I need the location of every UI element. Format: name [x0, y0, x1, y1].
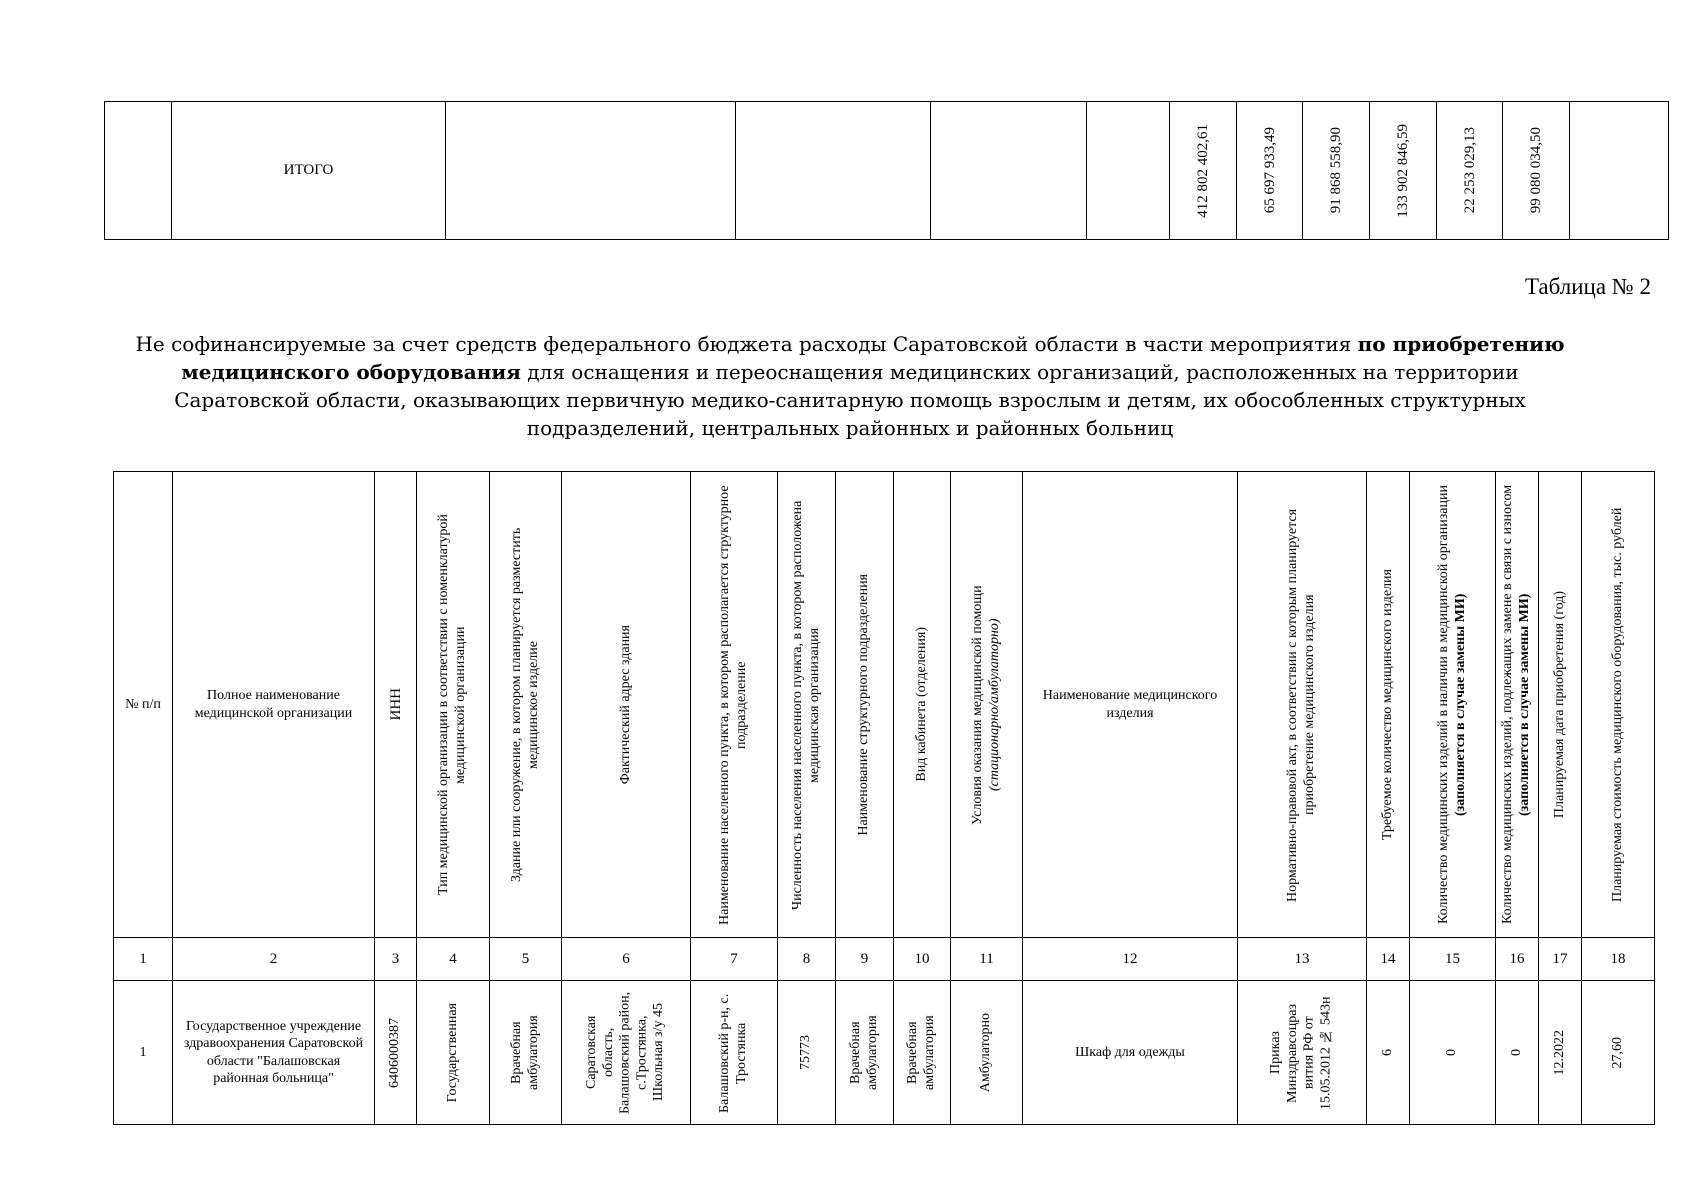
conditions-cell: Амбулаторно	[951, 981, 1023, 1125]
total-table	[104, 101, 1669, 240]
title-text-part2: для оснащения и переоснащения медицинских организаций, расположенных на территории Саратовской области, оказывающих первичную медико-санитарную помощь взрослым и детям, их обособленных структурных подразделений, центральных районных и районных больниц	[174, 360, 1526, 440]
header-cell: Наименование населенного пункта, в котором располагается структурное подразделение	[691, 472, 778, 938]
row-number: 1	[114, 981, 173, 1125]
column-number: 3	[375, 938, 417, 981]
header-cell: ИНН	[375, 472, 417, 938]
column-number: 11	[951, 938, 1023, 981]
total-empty-cell	[1087, 102, 1170, 240]
column-number: 13	[1238, 938, 1367, 981]
header-cell: Тип медицинской организации в соответствии с номенклатурой медицинской организации	[417, 472, 490, 938]
column-number: 2	[173, 938, 375, 981]
total-value: 99 080 034,50	[1503, 102, 1570, 240]
required-qty-cell: 6	[1367, 981, 1410, 1125]
building-cell: Врачебная амбулатория	[490, 981, 562, 1125]
column-number: 16	[1496, 938, 1539, 981]
header-cell: Численность населения населенного пункта, в котором расположена медицинская организация	[778, 472, 836, 938]
total-empty-cell	[446, 102, 736, 240]
column-number: 8	[778, 938, 836, 981]
table-number-label: Таблица № 2	[1524, 274, 1651, 299]
header-cell: Планируемая стоимость медицинского оборудования, тыс. рублей	[1582, 472, 1655, 938]
legal-act-cell: Приказ Минздравсоцраз вития РФ от 15.05.2012 № 543н	[1238, 981, 1367, 1125]
column-number: 1	[114, 938, 173, 981]
header-cell: Требуемое количество медицинского изделия	[1367, 472, 1410, 938]
total-empty-cell	[105, 102, 172, 240]
purchase-date-cell: 12.2022	[1539, 981, 1582, 1125]
column-number: 7	[691, 938, 778, 981]
header-cell: Планируемая дата приобретения (год)	[1539, 472, 1582, 938]
organization-name: Государственное учреждение здравоохранения Саратовской области "Балашовская районная больница"	[173, 981, 375, 1125]
title-text-bold: по приобретению медицинского оборудования	[181, 332, 1565, 384]
total-value: 133 902 846,59	[1370, 102, 1437, 240]
subdivision-cell: Врачебная амбулатория	[836, 981, 894, 1125]
column-number: 17	[1539, 938, 1582, 981]
header-row	[114, 472, 1655, 938]
total-value: 65 697 933,49	[1237, 102, 1303, 240]
cost-cell: 27,60	[1582, 981, 1655, 1125]
total-value: 91 868 558,90	[1303, 102, 1370, 240]
column-number: 6	[562, 938, 691, 981]
column-number: 4	[417, 938, 490, 981]
total-empty-cell	[931, 102, 1087, 240]
header-cell: Фактический адрес здания	[562, 472, 691, 938]
column-number: 12	[1023, 938, 1238, 981]
header-cell: Здание или сооружение, в котором планируется разместить медицинское изделие	[490, 472, 562, 938]
header-cell: Полное наименование медицинской организации	[173, 472, 375, 938]
column-number: 14	[1367, 938, 1410, 981]
column-number: 10	[894, 938, 951, 981]
table-row	[114, 981, 1655, 1125]
column-number: 9	[836, 938, 894, 981]
population-cell: 75773	[778, 981, 836, 1125]
total-empty-cell	[736, 102, 931, 240]
inn-cell: 6406000387	[375, 981, 417, 1125]
header-cell: Вид кабинета (отделения)	[894, 472, 951, 938]
total-value: 412 802 402,61	[1170, 102, 1237, 240]
equipment-table	[113, 471, 1655, 1125]
total-row	[105, 102, 1669, 240]
title-text-part1: Не софинансируемые за счет средств федерального бюджета расходы Саратовской области в части мероприятия	[135, 332, 1358, 356]
column-number: 5	[490, 938, 562, 981]
column-number-row	[114, 938, 1655, 981]
header-cell: Нормативно-правовой акт, в соответствии с которым планируется приобретение медицинского изделия	[1238, 472, 1367, 938]
header-cell: Количество медицинских изделий, подлежащих замене в связи с износом (заполняется в случае замены МИ)	[1496, 472, 1539, 938]
address-cell: Саратовская область, Балашовский район, с.Тростянка, Школьная з/у 45	[562, 981, 691, 1125]
settlement-cell: Балашовский р-н, с. Тростянка	[691, 981, 778, 1125]
device-name-cell: Шкаф для одежды	[1023, 981, 1238, 1125]
in-stock-cell: 0	[1410, 981, 1496, 1125]
to-replace-cell: 0	[1496, 981, 1539, 1125]
total-value: 22 253 029,13	[1437, 102, 1503, 240]
header-cell: Количество медицинских изделий в наличии в медицинской организации (заполняется в случае замены МИ)	[1410, 472, 1496, 938]
org-type-cell: Государственная	[417, 981, 490, 1125]
total-empty-cell	[1570, 102, 1669, 240]
table-title	[130, 330, 1570, 442]
header-cell: Наименование медицинского изделия	[1023, 472, 1238, 938]
column-number: 15	[1410, 938, 1496, 981]
header-cell: Наименование структурного подразделения	[836, 472, 894, 938]
cabinet-cell: Врачебная амбулатория	[894, 981, 951, 1125]
header-cell: Условия оказания медицинской помощи (стационарно/амбулаторно)	[951, 472, 1023, 938]
header-cell: № п/п	[114, 472, 173, 938]
total-label: ИТОГО	[172, 102, 446, 240]
column-number: 18	[1582, 938, 1655, 981]
